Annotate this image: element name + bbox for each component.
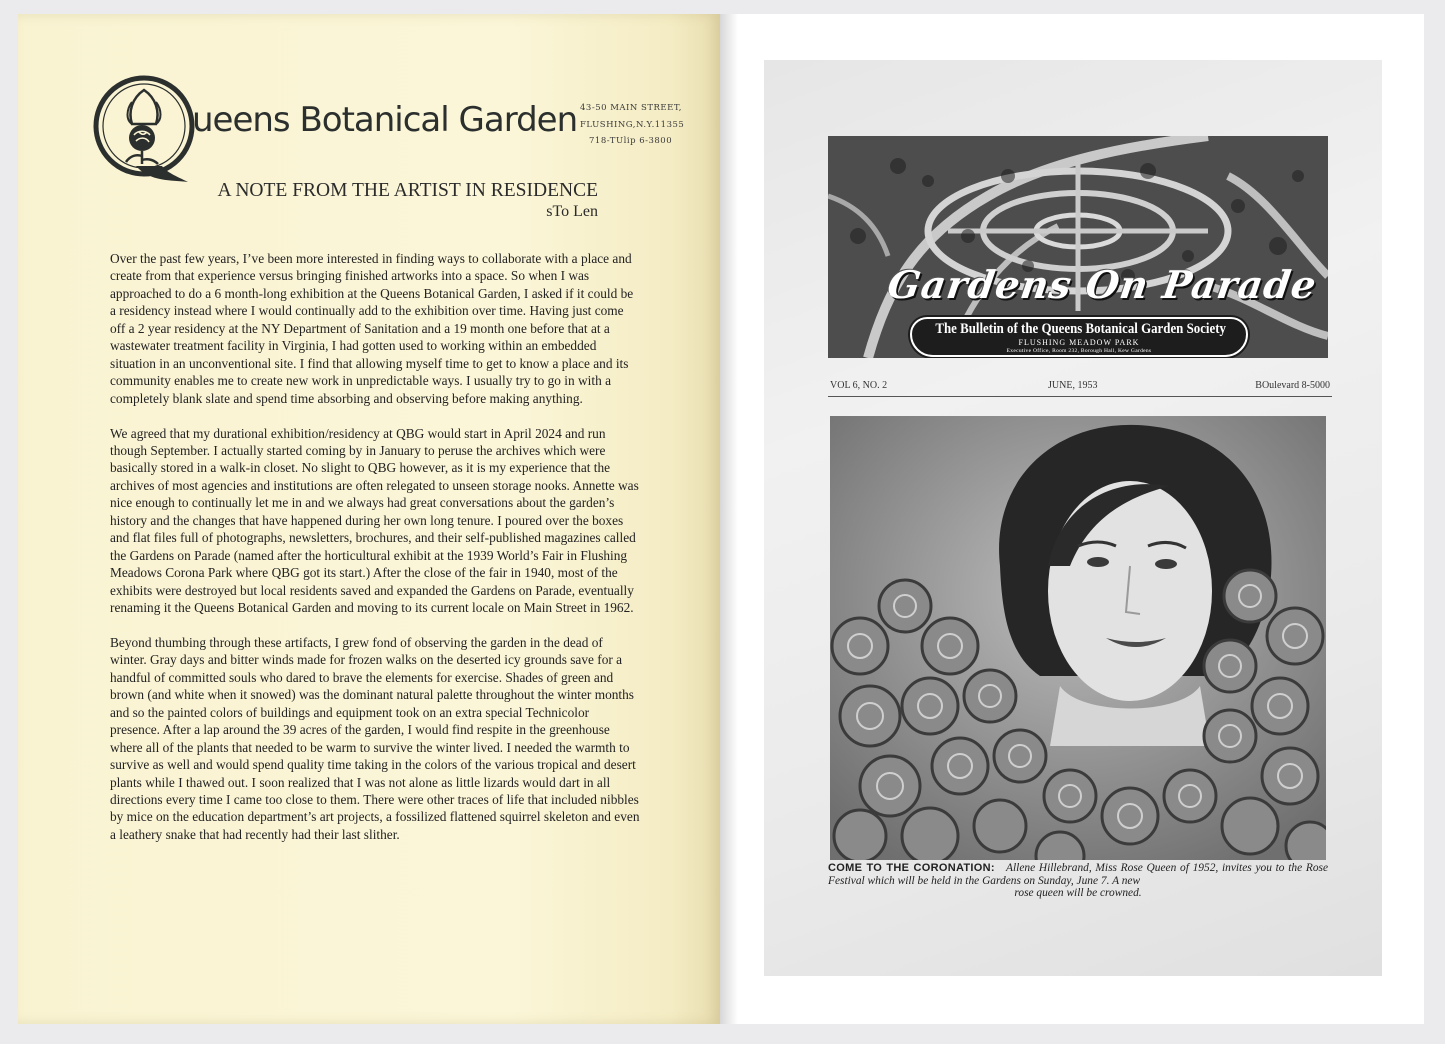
page-gutter — [720, 14, 750, 1024]
magazine-spread — [18, 14, 1424, 1024]
bulletin-title: Gardens On Parade — [884, 262, 1320, 307]
bulletin-scan — [764, 60, 1382, 976]
bulletin-office: Executive Office, Room 232, Borough Hall, Kew Gardens — [1006, 348, 1152, 354]
letterhead-logo — [92, 72, 578, 186]
issue-date: JUNE, 1953 — [1048, 380, 1098, 391]
bulletin-subtitle: The Bulletin of the Queens Botanical Garden Society — [935, 321, 1226, 337]
paragraph: Beyond thumbing through these artifacts, I grew fond of observing the garden in the dead of winter. Gray days and bitter winds made for frozen walks on the deserted icy grounds save for a handful of committed souls who dared to brave the elements for exercise. Shades of green and brown (and white when it snowed) was the dominant natural palette throughout the winter months and so the painted colors of buildings and equipment took on an extra special Technicolor presence. After a lap around the 39 acres of the garden, I would find respite in the greenhouse where all of the plants that needed to be warm to survive the winter lived. I needed the warmth to survive as well and would spend quality time taking in the colors of the various tropical and desert plants while I thawed out. I soon realized that I was not alone as little lizards would dart in all directions every time I came too close to them. There were other traces of life that included nibbles by mice on the education department’s art projects, a fossilized flattened squirrel skeleton and even a leathery snake that had recently had their last slither. — [110, 634, 640, 842]
caption-last-line: rose queen will be crowned. — [1014, 887, 1142, 900]
issue-phone: BOulevard 8-5000 — [1255, 380, 1330, 391]
address-phone: 718-TUlip 6-3800 — [589, 136, 673, 146]
paragraph: Over the past few years, I’ve been more interested in finding ways to collaborate with a place and create from that experience versus bringing finished artworks into a space. So when I was approached to do a 6 month-long exhibition at the Queens Botanical Garden, I asked if it could be a residency instead where I would continually add to the exhibition over time. Having just come off a 2 year residency at the NY Department of Sanitation and a 19 month one before that at a wastewater treatment facility in Virginia, I had gotten used to working within an embedded situation in an unconventional site. I find that allowing myself time to get to know a place and its community enables me to create new work in unpredictable ways. I usually try to go in with a completely blank slate and spend time absorbing and observing before making anything. — [110, 251, 634, 406]
address-line: 43-50 MAIN STREET, — [580, 103, 682, 113]
rose-queen-photo — [830, 416, 1326, 860]
note-title: A NOTE FROM THE ARTIST IN RESIDENCE — [217, 180, 598, 201]
note-body — [110, 250, 640, 861]
bulletin-masthead — [828, 136, 1328, 358]
garden-name: ueens Botanical Garden — [192, 100, 578, 140]
caption-text: Allene Hillebrand, Miss Rose Queen of 1952, invites you to the Rose Festival which will be held in the Gardens on Sunday, June 7. A new — [828, 862, 1329, 887]
right-page — [750, 14, 1424, 1024]
caption-heading: COME TO THE CORONATION: — [828, 862, 995, 874]
bulletin-banner — [910, 317, 1248, 357]
address-line: FLUSHING,N.Y.11355 — [580, 119, 685, 130]
issue-volume: VOL 6, NO. 2 — [830, 380, 888, 391]
paragraph: We agreed that my durational exhibition/residency at QBG would start in April 2024 and run though September. I actually started coming by in January to peruse the archives which were basically stored in a walk-in closet. No slight to QBG however, as it is my experience that the archives of most agencies and institutions are often relegated to unseen storage nooks. Annette was nice enough to continually let me in and we always had great conversations about the garden’s history and the changes that have happened during her own long tenure. I poured over the boxes and flat files full of photographs, newsletters, brochures, and their self-published magazines called the Gardens on Parade (named after the horticultural exhibit at the 1939 World’s Fair in Flushing Meadows Corona Park where QBG got its start.) After the close of the fair in 1940, most of the exhibits were destroyed but local residents saved and expanded the Gardens on Parade, eventually renaming it the Queens Botanical Garden and moving to its current locale on Main Street in 1962. — [110, 425, 639, 616]
issue-info — [828, 380, 1332, 397]
bulletin-location: FLUSHING MEADOW PARK — [1018, 338, 1140, 347]
photo-caption — [828, 862, 1328, 900]
letterhead-address — [580, 100, 684, 150]
note-author: sTo Len — [546, 203, 598, 220]
left-page — [18, 14, 720, 1024]
